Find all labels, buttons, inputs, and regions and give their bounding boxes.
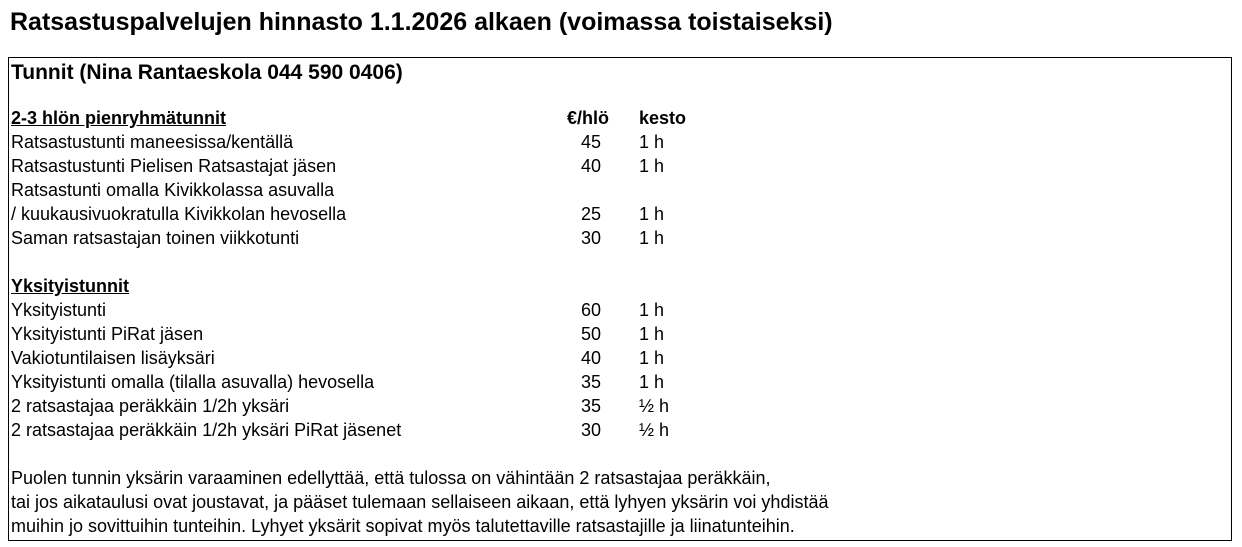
row-description: Yksityistunti PiRat jäsen [11, 324, 204, 344]
row-price: 50 [580, 324, 601, 344]
row-description: Yksityistunti omalla (tilalla asuvalla) hevosella [11, 372, 375, 392]
section-header-private [9, 274, 1231, 298]
section-label: Yksityistunnit [11, 276, 130, 296]
row-duration: 1 h [639, 300, 665, 320]
price-row [9, 322, 1231, 346]
note-line: tai jos aikataulusi ovat joustavat, ja pääset tulemaan sellaiseen aikaan, että lyhyen yksärin voi yhdistää [11, 492, 829, 512]
note-line: muihin jo sovittuihin tunteihin. Lyhyet yksärit sopivat myös talutettaville ratsastajille ja liinatunteihin. [11, 516, 795, 536]
duration-column-header: kesto [639, 108, 687, 128]
page-title: Ratsastuspalvelujen hinnasto 1.1.2026 alkaen (voimassa toistaiseksi) [10, 8, 833, 36]
price-row [9, 394, 1231, 418]
row-price: 35 [580, 396, 601, 416]
price-list-box [8, 57, 1232, 541]
row-duration: 1 h [639, 132, 665, 152]
row-price: 30 [580, 228, 601, 248]
row-description: 2 ratsastajaa peräkkäin 1/2h yksäri [11, 396, 290, 416]
row-description: Ratsastunti omalla Kivikkolassa asuvalla [11, 180, 335, 200]
price-row [9, 298, 1231, 322]
row-duration: 1 h [639, 156, 665, 176]
row-duration: 1 h [639, 204, 665, 224]
row-description: / kuukausivuokratulla Kivikkolan hevosella [11, 204, 347, 224]
price-row [9, 418, 1231, 442]
row-duration: ½ h [639, 396, 670, 416]
row-price: 40 [580, 348, 601, 368]
row-duration: ½ h [639, 420, 670, 440]
row-duration: 1 h [639, 324, 665, 344]
row-price: 45 [580, 132, 601, 152]
section-label: 2-3 hlön pienryhmätunnit [11, 108, 227, 128]
note-line: Puolen tunnin yksärin varaaminen edellyttää, että tulossa on vähintään 2 ratsastajaa peräkkäin, [11, 468, 771, 488]
price-column-header: €/hlö [567, 108, 610, 128]
row-description: Yksityistunti [11, 300, 107, 320]
row-price: 40 [580, 156, 601, 176]
row-description: Saman ratsastajan toinen viikkotunti [11, 228, 300, 248]
price-row [9, 226, 1231, 250]
price-row [9, 202, 1231, 226]
price-row [9, 130, 1231, 154]
row-duration: 1 h [639, 348, 665, 368]
row-price: 60 [580, 300, 601, 320]
row-price: 35 [580, 372, 601, 392]
lessons-heading: Tunnit (Nina Rantaeskola 044 590 0406) [11, 61, 403, 84]
row-price: 30 [580, 420, 601, 440]
section-header-small-group [9, 106, 1231, 130]
row-description: Ratsastustunti maneesissa/kentällä [11, 132, 294, 152]
price-row [9, 370, 1231, 394]
row-duration: 1 h [639, 228, 665, 248]
price-row [9, 178, 1231, 202]
row-description: Vakiotuntilaisen lisäyksäri [11, 348, 215, 368]
row-price: 25 [580, 204, 601, 224]
row-duration: 1 h [639, 372, 665, 392]
price-row [9, 154, 1231, 178]
row-description: 2 ratsastajaa peräkkäin 1/2h yksäri PiRat jäsenet [11, 420, 402, 440]
row-description: Ratsastustunti Pielisen Ratsastajat jäsen [11, 156, 337, 176]
price-row [9, 346, 1231, 370]
